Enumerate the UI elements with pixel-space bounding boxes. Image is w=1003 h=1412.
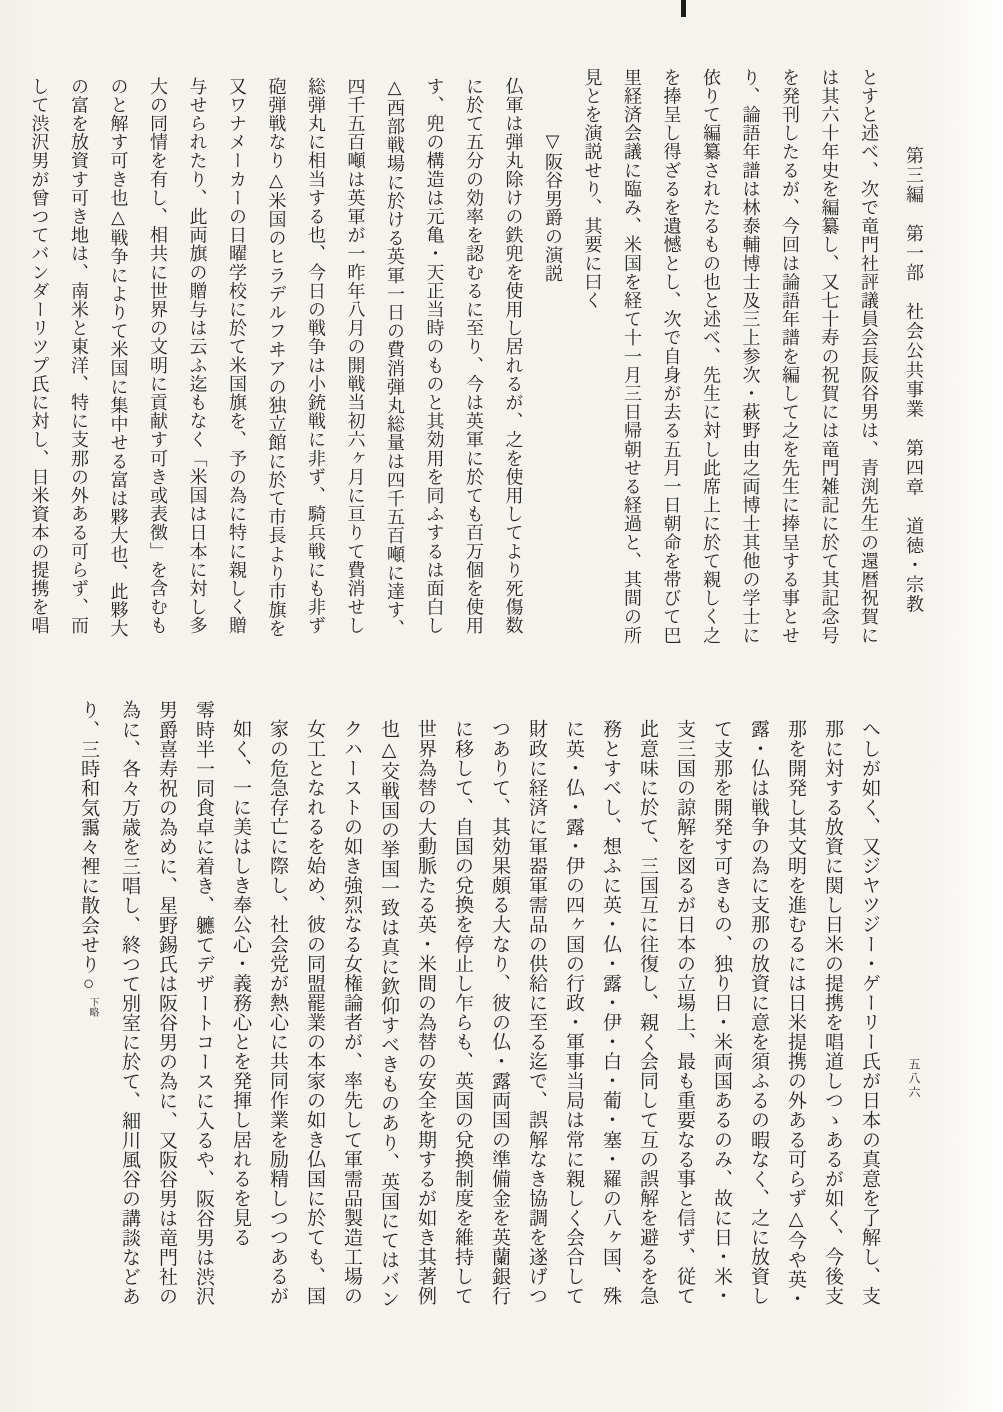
text-block-top: [19, 68, 888, 650]
text-column: 大の同情を有し、相共に世界の文明に貢献す可き或表徴」を含むも: [148, 77, 168, 635]
text-column: 此意味に於て、三国互に往復し、親く会同して互の誤解を避るを急: [637, 719, 658, 1306]
text-column: 依りて編纂されたるもの也と述べ、先生に対し此席上に於て親しく之: [701, 68, 721, 645]
text-column: つありて、其効果頗る大なり、彼の仏・露両国の準備金を英蘭銀行: [489, 719, 510, 1306]
text-column: 也△交戦国の挙国一致は真に欽仰すべきものあり、英国にてはバン: [378, 719, 399, 1309]
scan-artifact-mark: [681, 0, 686, 17]
page-number: 五八六: [907, 1058, 921, 1100]
text-column: 為に、各々万歳を三唱し、終つて別室に於て、細川風谷の講談などあ: [119, 700, 140, 1307]
text-block-bottom: [70, 700, 888, 1310]
text-column: 見とを演説せり、其要に曰く: [582, 68, 603, 310]
text-column: 四千五百噸は英軍が一昨年八月の開戦当初六ヶ月に亘りて費消せし: [345, 77, 366, 635]
text-column: 砲弾戦なり△米国のヒラデルフヰアの独立館に於て市長より市旗を: [266, 77, 287, 638]
text-column: 財政に経済に軍器軍需品の供給に至る迄で、誤解なき協調を遂げつ: [526, 719, 547, 1306]
text-column: とすと述べ、次で竜門社評議員会長阪谷男は、青渕先生の還暦祝賀に: [859, 68, 879, 645]
text-column: 露・仏は戦争の為に支那の放資に意を須ふるの暇なく、之に放資し: [748, 719, 769, 1306]
text-column: 女工となれるを始め、彼の同盟罷業の本家の如き仏国に於ても、国: [304, 719, 325, 1306]
text-column: の富を放資す可き地は、南米と東洋、特に支那の外ある可らず、而: [69, 77, 89, 635]
text-column: 那に対する放資に関し日米の提携を唱道しつゝあるが如く、今後支: [822, 719, 843, 1306]
text-column: 那を開発し其文明を進むるには日米提携の外ある可らず△今や英・: [785, 719, 806, 1309]
text-column: ▽阪谷男爵の演説: [543, 131, 563, 283]
text-column: クハーストの如き強烈なる女権論者が、率先して軍需品製造工場の: [341, 719, 362, 1306]
text-column: して渋沢男が曾つてバンダーリツプ氏に対し、日米資本の提携を唱: [29, 77, 50, 635]
text-column: に移して、自国の兌換を停止し乍らも、英国の兌換制度を維持して: [452, 719, 473, 1306]
text-column: 支三国の諒解を図るが日本の立場上、最も重要なる事と信ず、従て: [674, 719, 695, 1306]
text-column: 零時半一同食卓に着き、軈てデザートコースに入るや、阪谷男は渋沢: [193, 700, 214, 1307]
text-column: 世界為替の大動脈たる英・米間の為替の安全を期するが如き其著例: [415, 719, 436, 1306]
text-column: 務とすべし、想ふに英・仏・露・伊・白・葡・塞・羅の八ヶ国、殊: [600, 719, 621, 1306]
text-column: へしが如く、又ジヤツジー・ゲーリー氏が日本の真意を了解し、支: [859, 719, 880, 1306]
text-column: 与せられたり、此両旗の贈与は云ふ迄もなく「米国は日本に対し多: [187, 77, 208, 635]
text-column: 家の危急存亡に際し、社会党が熱心に共同作業を励精しつつあるが: [267, 719, 288, 1306]
omission-note: 下略: [87, 997, 98, 1018]
text-column: 総弾丸に相当する也、今日の戦争は小銃戦に非ず、騎兵戦にも非ず: [306, 77, 326, 635]
text-column: 男爵喜寿祝の為めに、星野錫氏は阪谷男の為に、又阪谷男は竜門社の: [156, 700, 177, 1307]
text-column: △西部戦場に於ける英軍一日の費消弾丸総量は四千五百噸に達す、: [385, 77, 405, 638]
text-column: 仏軍は弾丸除けの鉄兜を使用し居れるが、之を使用してより死傷数: [503, 77, 524, 635]
text-column: て支那を開発す可きもの、独り日・米両国あるのみ、故に日・米・: [711, 719, 732, 1306]
text-column: 又ワナメーカーの日曜学校に於て米国旗を、予の為に特に親しく贈: [227, 77, 247, 635]
text-column: り、論語年譜は林泰輔博士及三上参次・萩野由之両博士其他の学士に: [740, 68, 761, 645]
text-column: を捧呈し得ざるを遺憾とし、次で自身が去る五月一日朝命を帯びて巴: [661, 68, 682, 645]
text-column: 如く、一に美はしき奉公心・義務心とを発揮し居れるを見る: [230, 719, 251, 1247]
text-column: のと解す可き也△戦争によりて米国に集中せる富は夥大也、此夥大: [108, 77, 129, 638]
text-column: は其六十年史を編纂し、又七十寿の祝賀には竜門雑記に於て其記念号: [819, 68, 840, 645]
text-column: を発刊したるが、今回は論語年譜を編して之を先生に捧呈する事とせ: [780, 68, 800, 645]
text-column: す、兜の構造は元亀・天正当時のものと其効用を同ふするは面白し: [424, 77, 445, 635]
text-column: に英・仏・露・伊の四ヶ国の行政・軍事当局は常に親しく会合して: [563, 719, 584, 1306]
text-column: り、三時和気靄々裡に散会せり○下略: [78, 700, 100, 1018]
text-column: 里経済会議に臨み、米国を経て十一月三日帰朝せる経過と、其間の所: [622, 68, 642, 645]
text-column: に於て五分の効率を認むるに至り、今は英軍に於ても百万個を使用: [464, 77, 484, 635]
running-head: 第三編 第一部 社会公共事業 第四章 道徳・宗教: [904, 146, 924, 614]
